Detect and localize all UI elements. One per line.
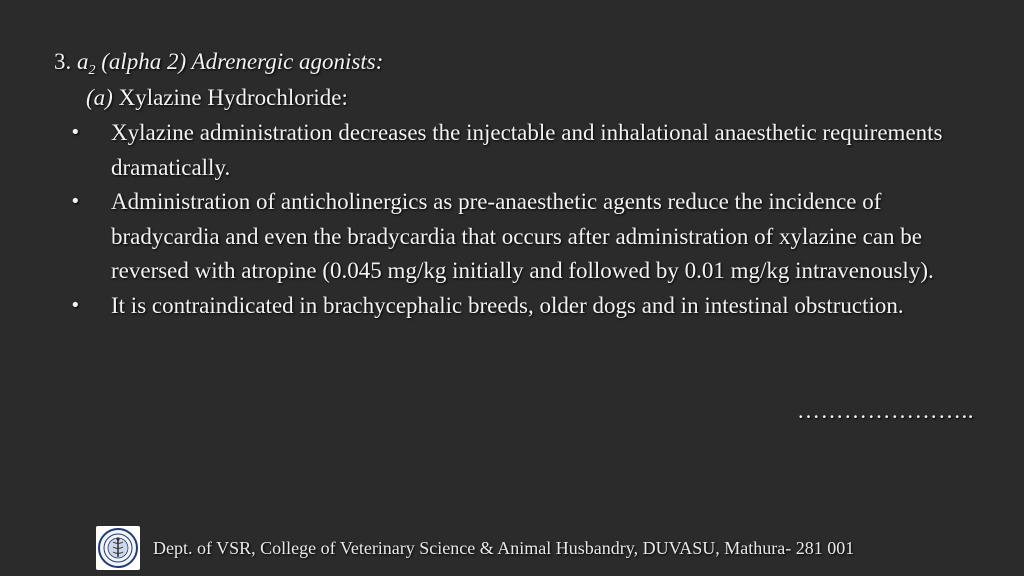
- continuation-dots: …………………..: [797, 398, 974, 423]
- heading-title: (alpha 2) Adrenergic agonists:: [101, 49, 384, 74]
- slide-heading: [54, 46, 383, 87]
- university-logo-icon: [96, 526, 140, 570]
- heading-alpha-symbol: a: [77, 49, 89, 74]
- bullet-text: It is contraindicated in brachycephalic breeds, older dogs and in intestinal obstruction.: [111, 292, 904, 318]
- bullet-list: [66, 116, 966, 324]
- bullet-icon: •: [70, 191, 81, 213]
- bullet-text: Xylazine administration decreases the injectable and inhalational anaesthetic requirements dramatically.: [111, 120, 943, 180]
- bullet-item: [66, 289, 966, 324]
- bullet-icon: •: [70, 122, 81, 143]
- bullet-item: [66, 185, 966, 289]
- slide-subheading: [86, 82, 348, 114]
- subheading-text: Xylazine Hydrochloride:: [118, 85, 348, 110]
- subheading-label: (a): [86, 85, 113, 110]
- footer-text: Dept. of VSR, College of Veterinary Science & Animal Husbandry, DUVASU, Mathura- 281 001: [153, 538, 855, 558]
- footer: [96, 526, 976, 572]
- bullet-text: Administration of anticholinergics as pre-anaesthetic agents reduce the incidence of bradycardia and even the bradycardia that occurs after administration of xylazine can be reversed with atropine (0.045 mg/kg initially and followed by 0.01 mg/kg intravenously).: [111, 189, 934, 284]
- heading-number: 3.: [54, 49, 72, 74]
- heading-alpha-subscript: 2: [88, 63, 96, 78]
- bullet-icon: •: [70, 294, 81, 316]
- bullet-item: [66, 116, 966, 185]
